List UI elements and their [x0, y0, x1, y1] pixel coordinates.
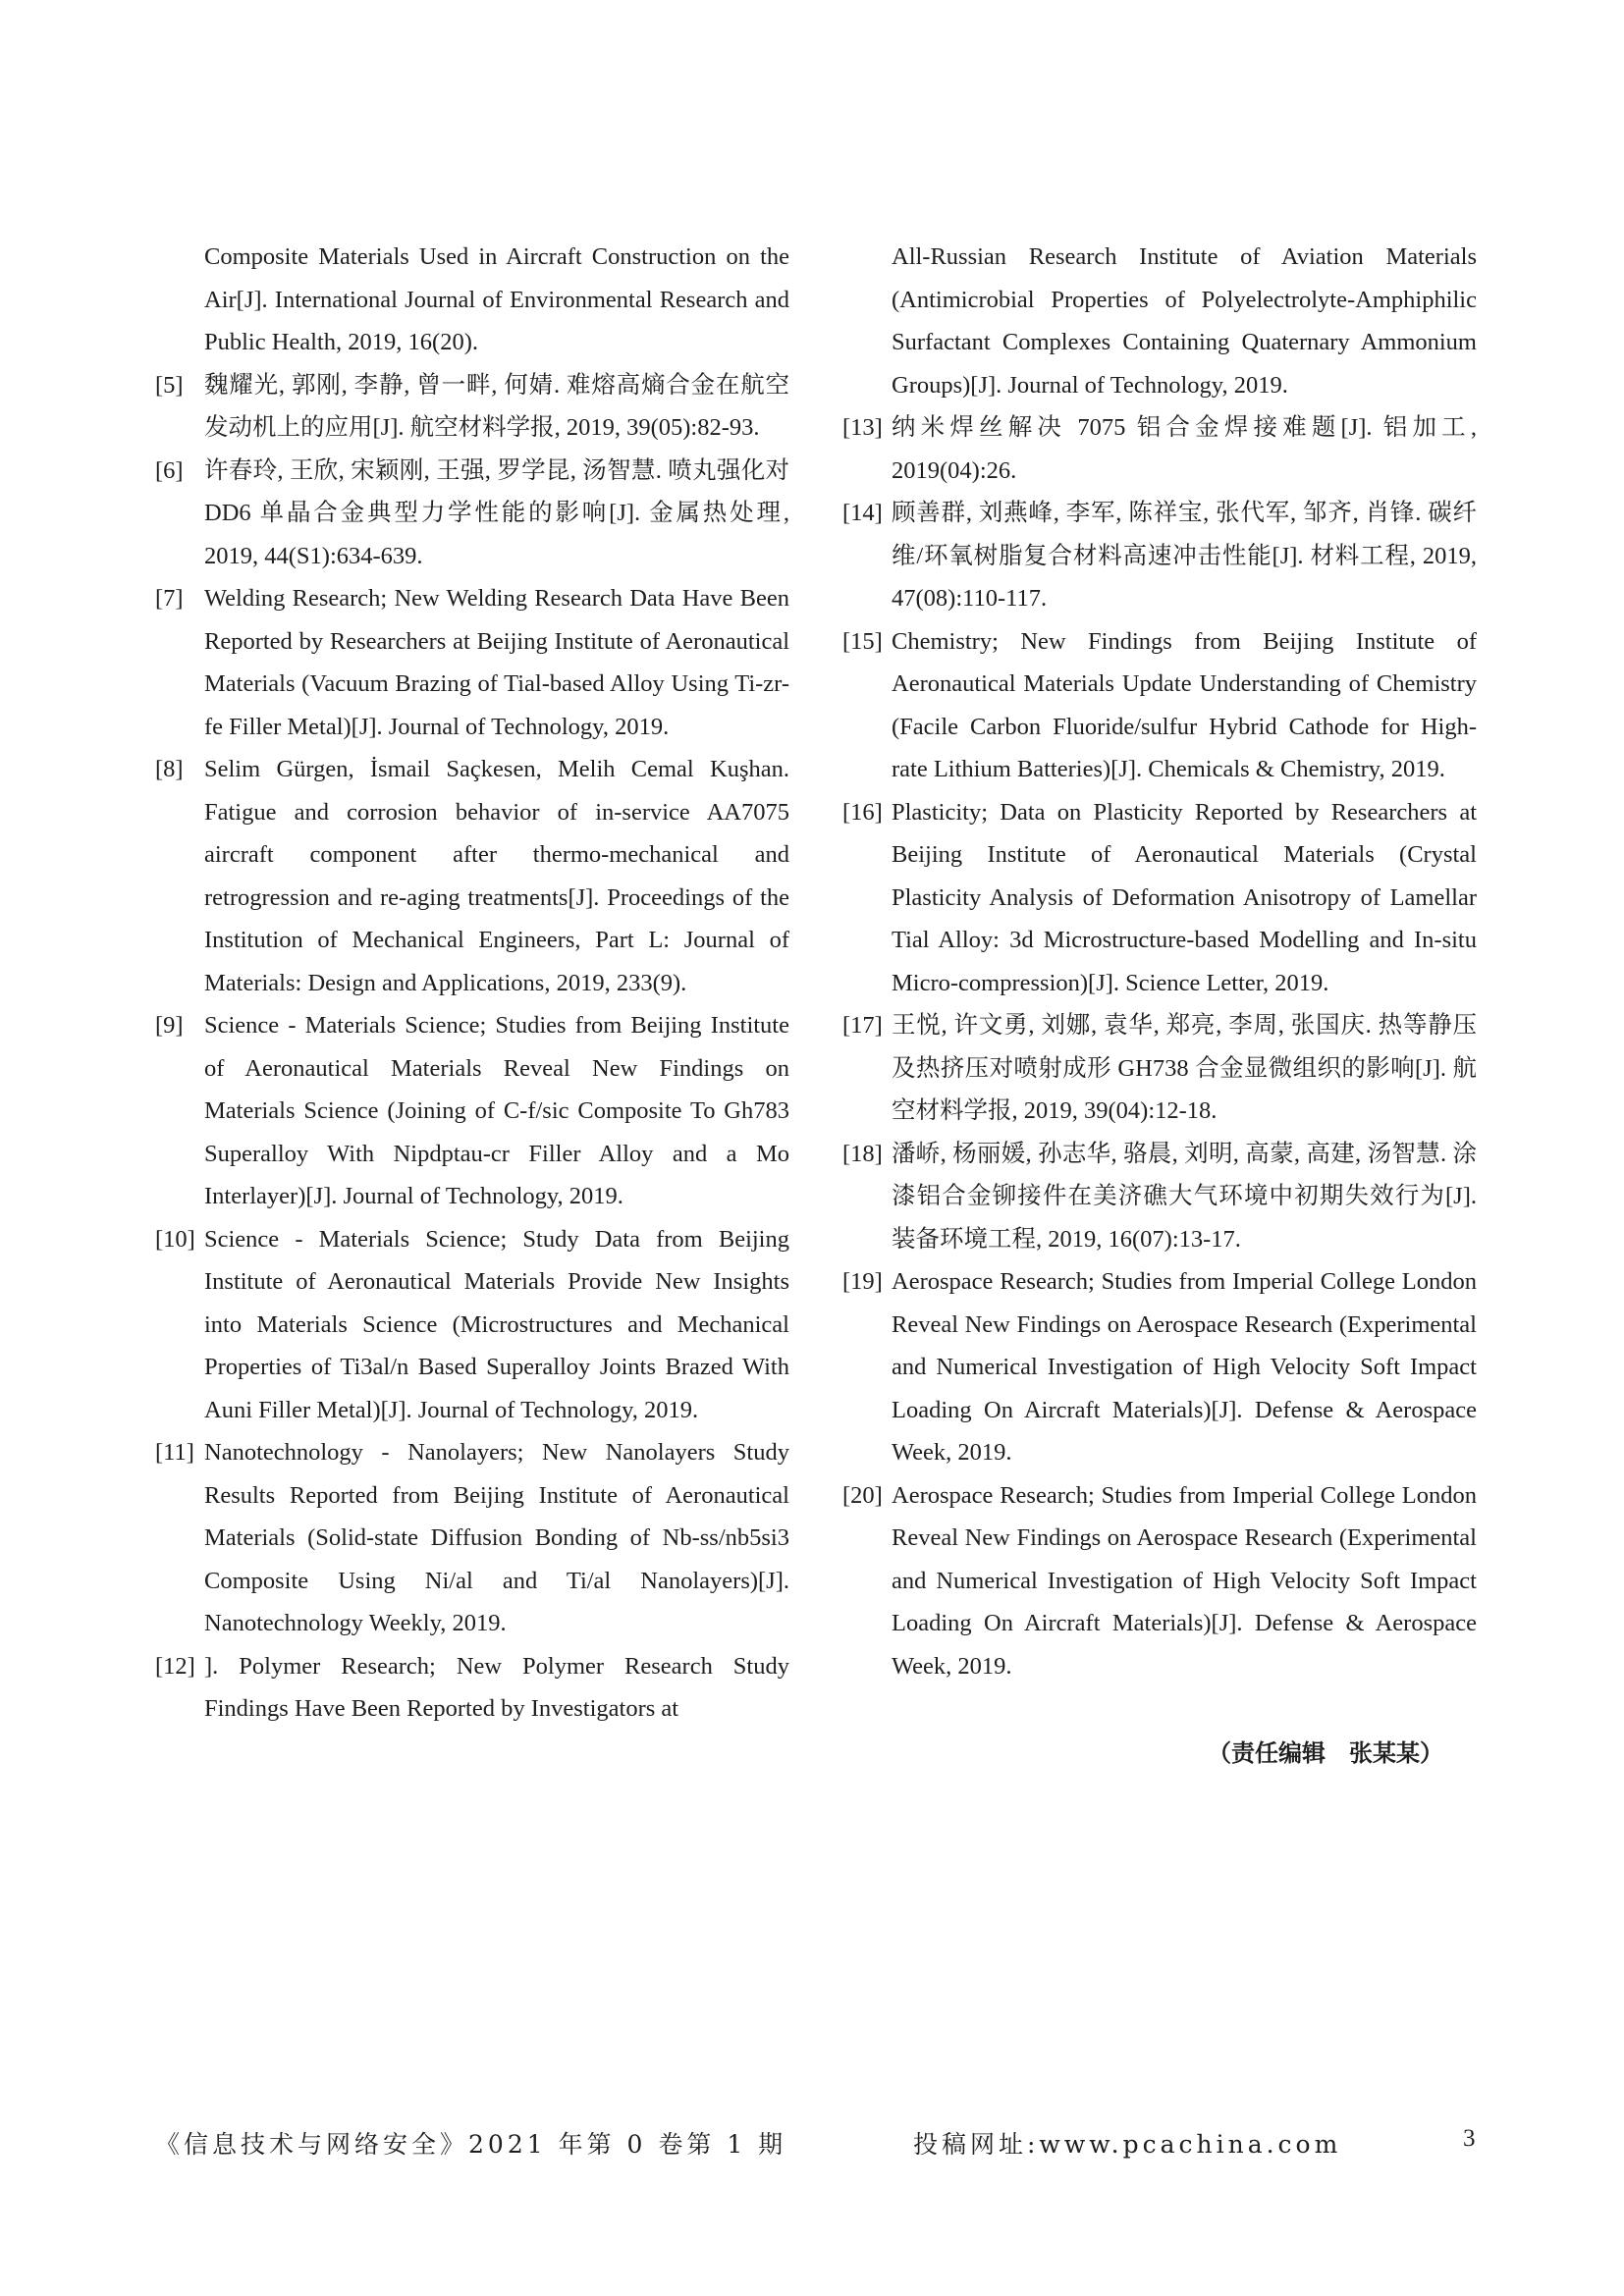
reference-number: [13] [842, 414, 883, 441]
reference-text: Aerospace Research; Studies from Imperial College London Reveal New Findings on Aerospace Research (Experimental and Numerical Investigation of High Velocity Soft Impact Loading On Aircraft Materials)[J]. Defense & Aerospace Week, 2019. [892, 1481, 1477, 1680]
reference-number: [10] [155, 1225, 195, 1253]
reference-text: ]. Polymer Research; New Polymer Research Study Findings Have Been Reported by Investigators at [204, 1652, 789, 1722]
reference-number: [20] [842, 1481, 883, 1509]
reference-number: [12] [155, 1652, 195, 1680]
reference-item [155, 1645, 789, 1731]
reference-number: [14] [842, 500, 883, 526]
reference-number: [6] [155, 456, 184, 484]
reference-item [155, 364, 789, 450]
reference-number: [15] [842, 627, 883, 655]
reference-text: 顾善群, 刘燕峰, 李军, 陈祥宝, 张代军, 邹齐, 肖锋. 碳纤维/环氧树脂复合材料高速冲击性能[J]. 材料工程, 2019, 47(08):110-117. [892, 500, 1477, 612]
reference-text: Selim Gürgen, İsmail Saçkesen, Melih Cemal Kuşhan. Fatigue and corrosion behavior of in-service AA7075 aircraft component after thermo-mechanical and retrogression and re-aging treatments[J]. Proceedings of the Institution of Mechanical Engineers, Part L: Journal of Materials: Design and Applications, 2019, 233(9). [204, 756, 789, 996]
reference-text: Welding Research; New Welding Research Data Have Been Reported by Researchers at Beijing Institute of Aeronautical Materials (Vacuum Brazing of Tial-based Alloy Using Ti-zr-fe Filler Metal)[J]. Journal of Technology, 2019. [204, 585, 789, 740]
editor-note: （责任编辑 张某某） [1208, 1739, 1443, 1767]
reference-item [155, 236, 789, 364]
left-column [155, 236, 789, 1731]
reference-item [842, 1133, 1477, 1261]
reference-item [842, 1260, 1477, 1474]
reference-number: [5] [155, 371, 184, 399]
reference-text: 魏耀光, 郭刚, 李静, 曾一畔, 何婧. 难熔高熵合金在航空发动机上的应用[J]. 航空材料学报, 2019, 39(05):82-93. [204, 371, 789, 441]
reference-item [842, 620, 1477, 791]
page-number: 3 [1463, 2125, 1476, 2152]
reference-text: Aerospace Research; Studies from Imperial College London Reveal New Findings on Aerospace Research (Experimental and Numerical Investigation of High Velocity Soft Impact Loading On Aircraft Materials)[J]. Defense & Aerospace Week, 2019. [892, 1268, 1477, 1466]
reference-item [155, 450, 789, 578]
reference-item [155, 748, 789, 1004]
reference-text: 潘峤, 杨丽媛, 孙志华, 骆晨, 刘明, 高蒙, 高建, 汤智慧. 涂漆铝合金铆接件在美济礁大气环境中初期失效行为[J]. 装备环境工程, 2019, 16(07):13-17. [892, 1140, 1477, 1253]
reference-item [842, 406, 1477, 492]
reference-number: [9] [155, 1012, 184, 1039]
reference-item [842, 1474, 1477, 1688]
reference-text: Plasticity; Data on Plasticity Reported by Researchers at Beijing Institute of Aeronautical Materials (Crystal Plasticity Analysis of Deformation Anisotropy of Lamellar Tial Alloy: 3d Microstructure-based Modelling and In-situ Micro-compression)[J]. Science Letter, 2019. [892, 798, 1477, 996]
reference-item [155, 1004, 789, 1218]
reference-text: Science - Materials Science; Study Data from Beijing Institute of Aeronautical Materials Provide New Insights into Materials Science (Microstructures and Mechanical Properties of Ti3al/n Based Superalloy Joints Brazed With Auni Filler Metal)[J]. Journal of Technology, 2019. [204, 1225, 789, 1423]
reference-item [842, 236, 1477, 406]
reference-number: [19] [842, 1268, 883, 1295]
reference-text: Composite Materials Used in Aircraft Construction on the Air[J]. International Journal of Environmental Research and Public Health, 2019, 16(20). [204, 243, 789, 355]
reference-number: [8] [155, 756, 184, 782]
reference-text: 纳米焊丝解决 7075 铝合金焊接难题[J]. 铝加工, 2019(04):26. [892, 414, 1477, 484]
reference-text: 许春玲, 王欣, 宋颖刚, 王强, 罗学昆, 汤智慧. 喷丸强化对 DD6 单晶合金典型力学性能的影响[J]. 金属热处理, 2019, 44(S1):634-639. [204, 456, 789, 569]
reference-item [155, 577, 789, 748]
footer-journal: 《信息技术与网络安全》2021 年第 0 卷第 1 期 [155, 2130, 787, 2159]
footer-website: 投稿网址:www.pcachina.com [913, 2130, 1342, 2159]
reference-text: 王悦, 许文勇, 刘娜, 袁华, 郑亮, 李周, 张国庆. 热等静压及热挤压对喷射成形 GH738 合金显微组织的影响[J]. 航空材料学报, 2019, 39(04):12-18. [892, 1012, 1477, 1124]
reference-item [155, 1431, 789, 1645]
reference-number: [11] [155, 1439, 194, 1466]
reference-item [842, 1004, 1477, 1133]
reference-text: All-Russian Research Institute of Aviation Materials (Antimicrobial Properties of Polyelectrolyte-Amphiphilic Surfactant Complexes Containing Quaternary Ammonium Groups)[J]. Journal of Technology, 2019. [892, 243, 1477, 399]
reference-text: Chemistry; New Findings from Beijing Institute of Aeronautical Materials Update Understanding of Chemistry (Facile Carbon Fluoride/sulfur Hybrid Cathode for High-rate Lithium Batteries)[J]. Chemicals & Chemistry, 2019. [892, 627, 1477, 782]
reference-text: Nanotechnology - Nanolayers; New Nanolayers Study Results Reported from Beijing Institute of Aeronautical Materials (Solid-state Diffusion Bonding of Nb-ss/nb5si3 Composite Using Ni/al and Ti/al Nanolayers)[J]. Nanotechnology Weekly, 2019. [204, 1439, 789, 1636]
reference-item [155, 1218, 789, 1432]
reference-number: [7] [155, 585, 184, 612]
reference-text: Science - Materials Science; Studies from Beijing Institute of Aeronautical Materials Reveal New Findings on Materials Science (Joining of C-f/sic Composite To Gh783 Superalloy With Nipdptau-cr Filler Alloy and a Mo Interlayer)[J]. Journal of Technology, 2019. [204, 1012, 789, 1209]
reference-number: [17] [842, 1012, 883, 1039]
reference-item [842, 791, 1477, 1005]
reference-number: [18] [842, 1140, 883, 1167]
right-column [842, 236, 1477, 1687]
reference-number: [16] [842, 798, 883, 826]
reference-item [842, 492, 1477, 620]
